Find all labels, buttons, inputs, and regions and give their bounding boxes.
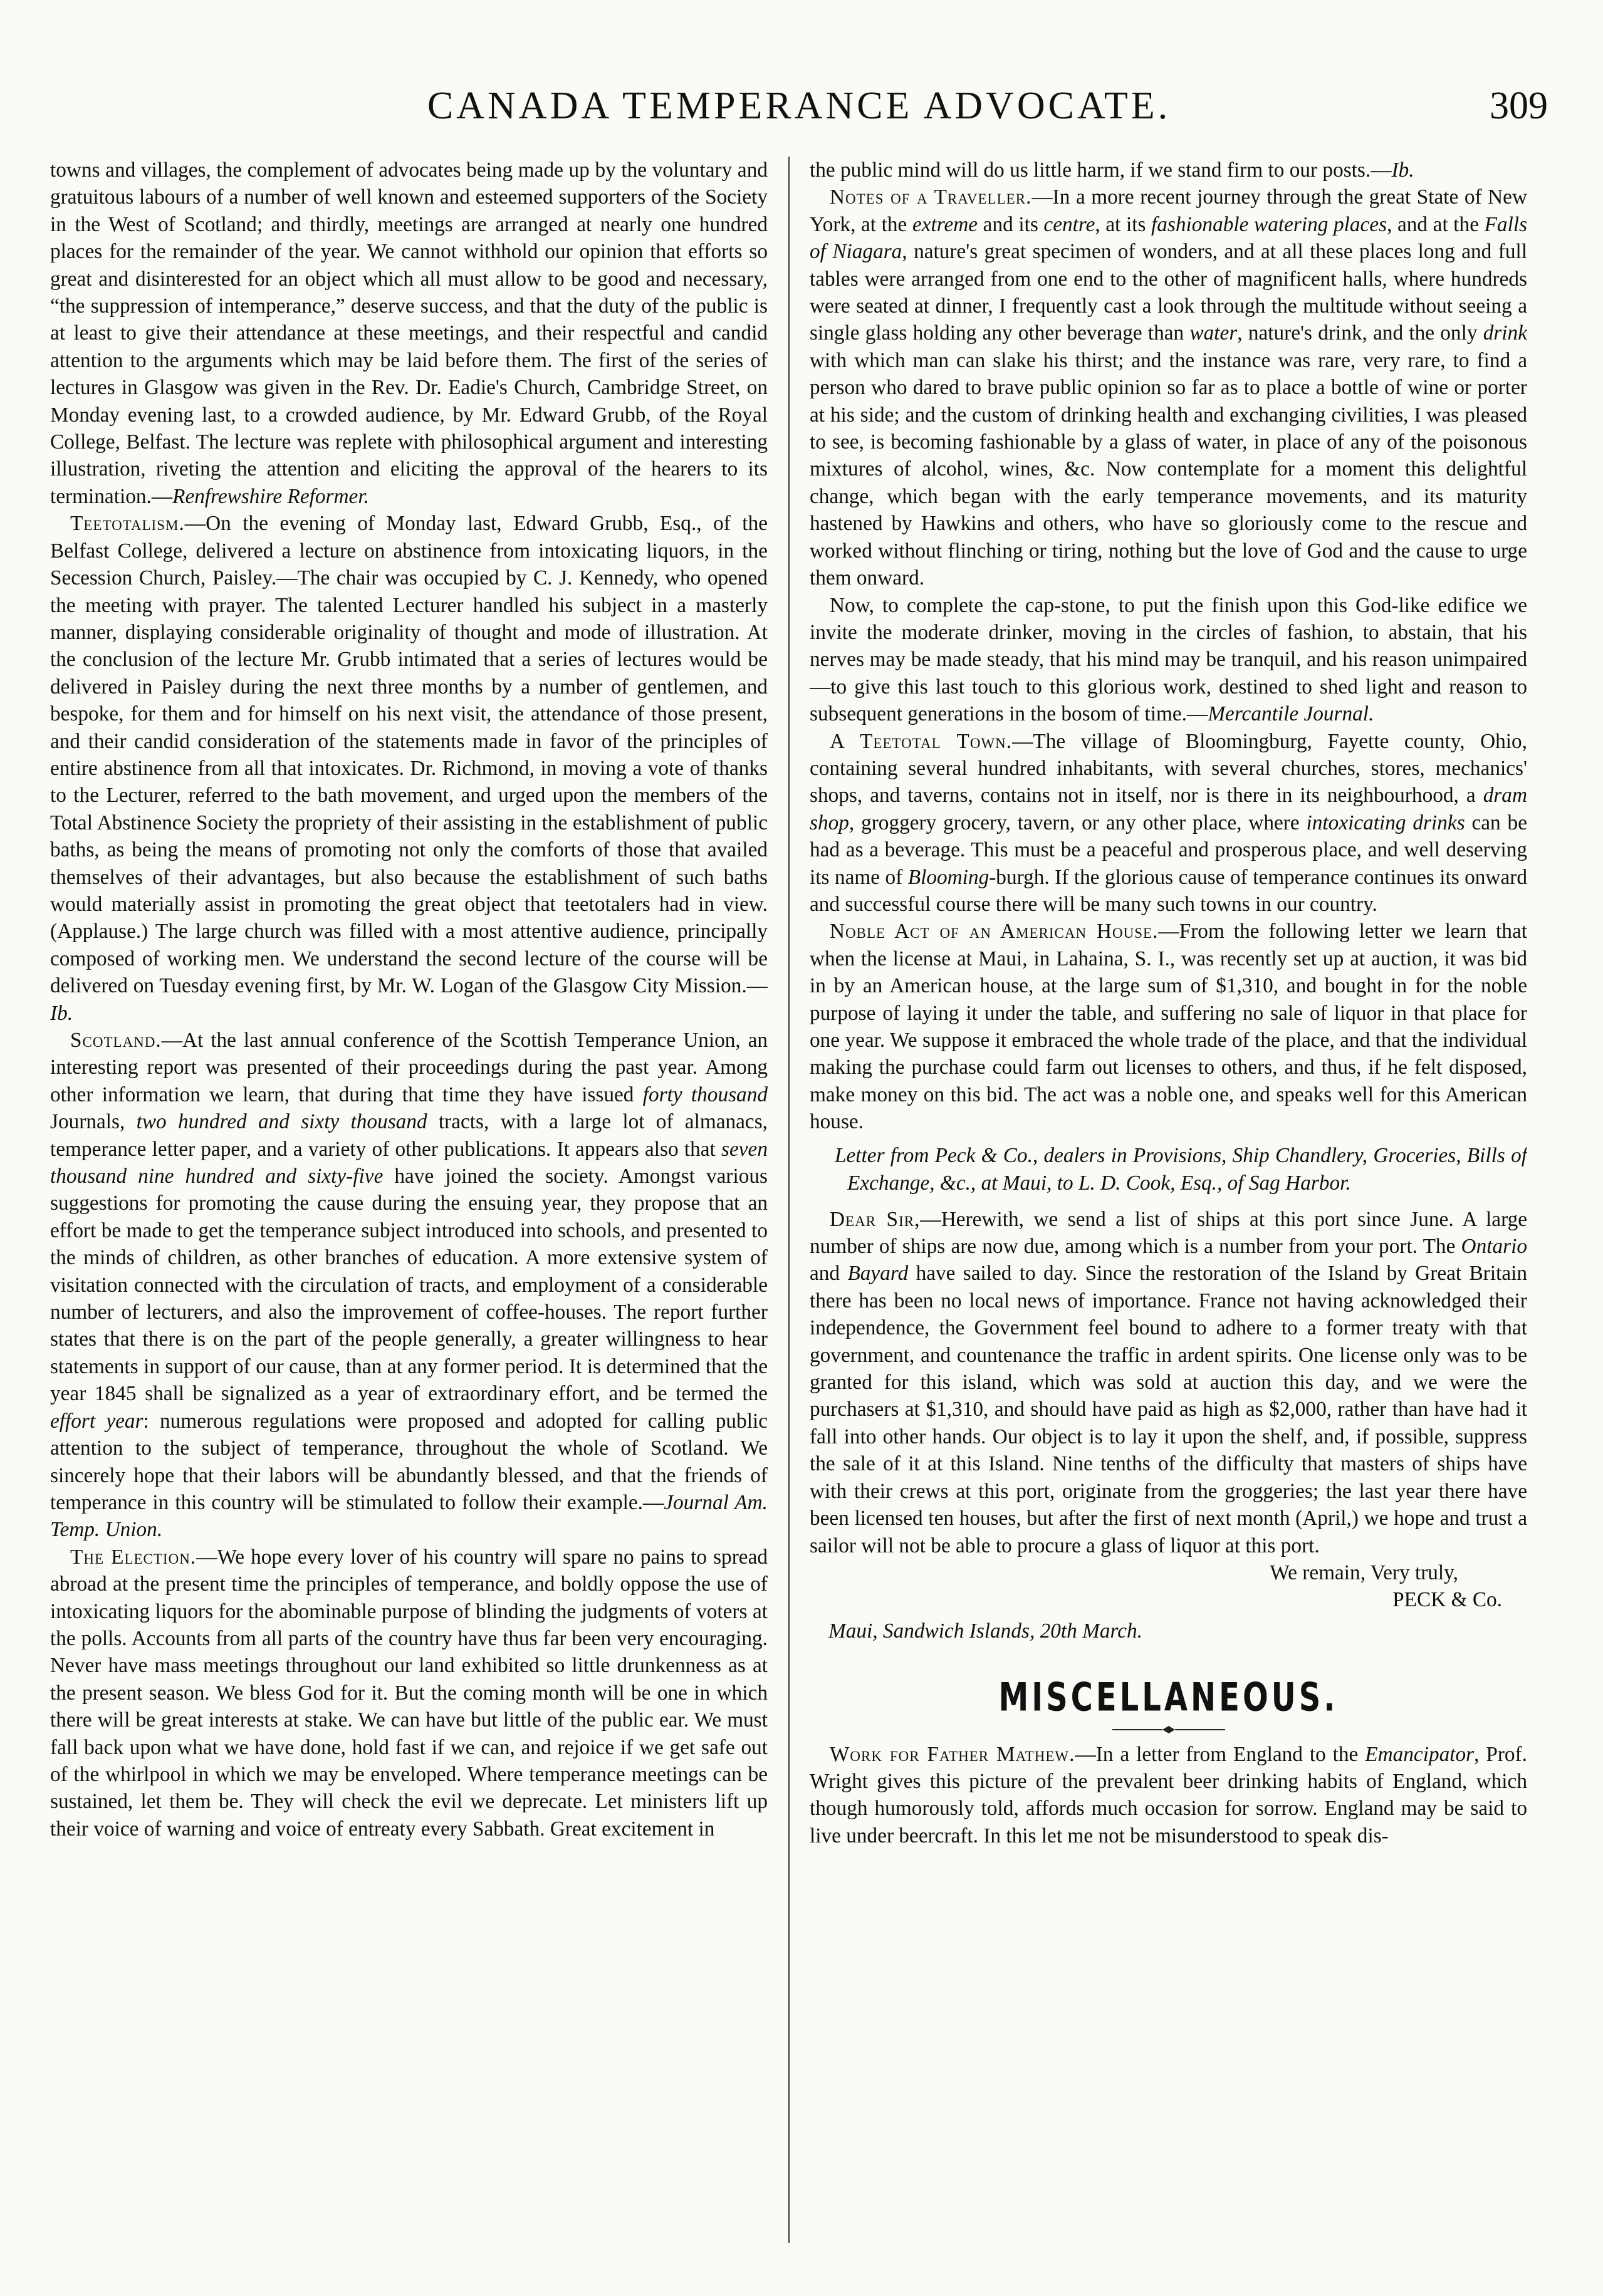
- paragraph-text: -burgh. If the glorious cause of temperance continues its onward and successful course there will be many such towns in our country.: [810, 865, 1527, 916]
- article-lead: Notes of a Traveller.: [830, 185, 1032, 209]
- paragraph-text: , at its: [1095, 212, 1152, 236]
- article-continuation: [810, 157, 1527, 184]
- source-citation: Ib.: [50, 1001, 73, 1025]
- emphasis: fashionable watering places: [1151, 212, 1387, 236]
- letter-heading: Letter from Peck & Co., dealers in Provisions, Ship Chandlery, Groceries, Bills of Exchange, &c., at Maui, to L. D. Cook, Esq., of Sag Harbor.: [835, 1143, 1527, 1195]
- article-lead: Scotland.: [70, 1029, 162, 1052]
- paragraph-text: Journals,: [50, 1110, 137, 1134]
- paragraph-text: , nature's great specimen of wonders, and at all these places long and full tables were arranged from one end to the other of magnificent halls, where hundreds were seated at dinner, I frequently cast a look through the multitude without seeing a single glass holding any other beverage than: [810, 240, 1527, 345]
- letter-signature: PECK & Co.: [1392, 1588, 1502, 1612]
- paragraph-text: —In a letter from England to the: [1075, 1742, 1365, 1766]
- paragraph-text: the public mind will do us little harm, if we stand firm to our posts.—: [810, 158, 1392, 182]
- emphasis: drink: [1483, 321, 1527, 345]
- place-date-text: Maui, Sandwich Islands, 20th March.: [828, 1619, 1142, 1643]
- letter-body: [810, 1206, 1527, 1559]
- paragraph-text: —At the last annual conference of the Scottish Temperance Union, an interesting report was presented of their proceedings during the past year. Among other information we learn, that during that time they have issued: [50, 1029, 768, 1106]
- article-noble-act: [810, 918, 1527, 1135]
- paragraph-text: —Herewith, we send a list of ships at this port since June. A large number of ships are now due, among which is a number from your port. The: [810, 1207, 1527, 1259]
- paragraph-text: —The village of Bloomingburg, Fayette county, Ohio, containing several hundred inhabitants, with several churches, stores, mechanics' shops, and taverns, contains not in itself, nor is there in its neighbourhood, a: [810, 729, 1527, 808]
- emphasis: effort year: [50, 1409, 144, 1433]
- emphasis: centre: [1043, 212, 1095, 236]
- paragraph-text: , nature's drink, and the only: [1237, 321, 1483, 345]
- letter-place-date: [810, 1618, 1527, 1644]
- letter-closing: We remain, Very truly,: [1270, 1561, 1458, 1584]
- column-divider: [788, 157, 790, 2243]
- emphasis: Emancipator: [1365, 1742, 1475, 1766]
- article-election: [50, 1544, 768, 1842]
- article-lead: A Teetotal Town.: [830, 729, 1013, 753]
- emphasis: seven thousand nine hundred and sixty-five: [50, 1137, 768, 1188]
- newspaper-page: [50, 75, 1548, 2249]
- paragraph-text: Now, to complete the cap-stone, to put the finish upon this God-like edifice we invite the moderate drinker, moving in the circles of fashion, to abstain, that his nerves may be made steady, that his mind may be tranquil, and his reason unimpaired—to give this last touch to this glorious work, destined to shed light and reason to subsequent generations in the bosom of time.—: [810, 593, 1527, 726]
- article-paragraph: [50, 157, 768, 510]
- right-column: [810, 157, 1527, 2243]
- paragraph-text: and its: [978, 212, 1044, 236]
- article-lead: The Election.: [70, 1545, 197, 1569]
- source-citation: Mercantile Journal.: [1208, 702, 1374, 726]
- ornament-rule-icon: [1106, 1723, 1231, 1736]
- article-notes-traveller: [810, 184, 1527, 591]
- paragraph-text: with which man can slake his thirst; and the instance was rare, very rare, to find a person who dared to brave public opinion so far as to place a bottle of wine or porter at his side; and the custom of drinking health and exchanging civilities, I was pleased to see, is becoming fashionable by a glass of water, in place of any of the poisonous mixtures of alcohol, wines, &c. Now contemplate for a moment this delightful change, which began with the early temperance movements, and its maturity hastened by Hawkins and others, who have so gloriously come to the rescue and worked without flinching or tiring, nothing but the love of God and the cause to urge them onward.: [810, 348, 1527, 590]
- paragraph-text: , groggery grocery, tavern, or any other place, where: [848, 811, 1307, 834]
- emphasis: water: [1189, 321, 1238, 345]
- paragraph-text: —We hope every lover of his country will spare no pains to spread abroad at the present time the principles of temperance, and boldly oppose the use of intoxicating liquors for the abominable purpose of blinding the judgments of voters at the polls. Accounts from all parts of the country have thus far been very encouraging. Never have mass meetings throughout our land exhibited so little drunkenness as at the present season. We bless God for it. But the coming month will be one in which there will be great interests at stake. We can have but little of the public ear. We must fall back upon what we have done, hold fast if we can, and rejoice if we get safe out of the whirlpool in which we may be enveloped. Where temperance meetings can be sustained, let them be. They will check the evil we deprecate. Let ministers lift up their voice of warning and voice of entreaty every Sabbath. Great excitement in: [50, 1545, 768, 1841]
- article-father-mathew: [810, 1741, 1527, 1850]
- ship-name: Ontario: [1461, 1235, 1527, 1259]
- paragraph-text: have joined the society. Amongst various suggestions for promoting the cause during the ensuing year, they propose that an effort be made to get the temperance subject introduced into schools, and presented to the minds of children, as other branches of education. A more extensive system of visitation connected with the circulation of tracts, and employment of a considerable number of lecturers, and also the improvement of coffee-houses. The report further states that there is on the part of the people generally, a greater willingness to hear statements in support of our cause, than at any former period. It is determined that the year 1845 shall be signalized as a year of extraordinary effort, and be termed the: [50, 1165, 768, 1406]
- emphasis: Blooming: [907, 865, 989, 889]
- emphasis: extreme: [912, 212, 978, 236]
- section-ornament: [810, 1723, 1527, 1736]
- section-title: MISCELLANEOUS.: [998, 1675, 1339, 1721]
- paragraph-text: towns and villages, the complement of advocates being made up by the voluntary and gratuitous labours of a number of well known and esteemed supporters of the Society in the West of Scotland; and thirdly, meetings are arranged at nearly one hundred places for the remainder of the year. We cannot withhold our opinion that efforts so great and disinterested for an object which all must allow to be good and necessary, “the suppression of intemperance,” deserve success, and that the duty of the public is at least to give their attendance at these meetings, and their respectful and candid attention to the arguments which may be laid before them. The first of the series of lectures in Glasgow was given in the Rev. Dr. Eadie's Church, Cambridge Street, on Monday evening last, to a crowded audience, by Mr. Edward Grubb, of the Royal College, Belfast. The lecture was replete with philosophical argument and interesting illustration, riveting the attention and eliciting the approval of the hearers to its termination.—: [50, 158, 768, 508]
- paragraph-text: : numerous regulations were proposed and adopted for calling public attention to the subject of temperance, throughout the whole of Scotland. We sincerely hope that their labors will be abundantly blessed, and that the friends of temperance in this country will be stimulated to follow their example.—: [50, 1409, 768, 1514]
- article-scotland: [50, 1027, 768, 1544]
- article-lead: Work for Father Mathew.: [830, 1742, 1075, 1766]
- article-paragraph: [810, 592, 1527, 728]
- text-columns: [50, 157, 1548, 2243]
- emphasis: forty thousand: [642, 1083, 768, 1106]
- ship-name: Bayard: [847, 1262, 909, 1286]
- paragraph-text: have sailed to day. Since the restoration of the Island by Great Britain there has been no local news of importance. France not having acknowledged their independence, the Government feel bound to adhere to a former treaty with that government, and countenance the traffic in ardent spirits. One license only was to be granted for this island, which was sold at auction this day, and we were the purchasers at $1,310, and should have paid as high as $2,000, rather than have had it fall into other hands. Our object is to lay it upon the shelf, and, if possible, suppress the sale of it at this Island. Nine tenths of the difficulty that masters of ships have with their crews at this port, originate from the groggeries; the last year there have been licensed ten houses, but after the first of next month (April,) we hope and trust a sailor will not be able to procure a glass of liquor at this port.: [810, 1262, 1527, 1557]
- letter-salutation: Dear Sir,: [830, 1207, 921, 1231]
- paragraph-text: and: [810, 1262, 848, 1286]
- emphasis: two hundred and sixty thousand: [136, 1110, 427, 1134]
- paragraph-text: —In a more recent journey through the great State of New York, at the: [810, 185, 1527, 236]
- page-title: CANADA TEMPERANCE ADVOCATE.: [427, 85, 1171, 127]
- page-header: [50, 75, 1548, 144]
- paragraph-text: can be had as a beverage. This must be a peaceful and prosperous place, and well deserving its name of: [810, 811, 1527, 889]
- emphasis: dram shop: [810, 784, 1527, 834]
- paragraph-text: , and at the: [1387, 212, 1485, 236]
- emphasis: Falls of Niagara: [810, 212, 1527, 264]
- paragraph-text: —On the evening of Monday last, Edward Grubb, Esq., of the Belfast College, delivered a lecture on abstinence from intoxicating liquors, in the Secession Church, Paisley.—The chair was occupied by C. J. Kennedy, who opened the meeting with prayer. The talented Lecturer handled his subject in a masterly manner, displaying considerable originality of thought and mode of illustration. At the conclusion of the lecture Mr. Grubb intimated that a series of lectures would be delivered in Paisley during the next three months by a number of gentlemen, and bespoke, for them and for himself on his next visit, the attendance of those present, and their candid consideration of the statements made in favor of the principles of entire abstinence from all that intoxicates. Dr. Richmond, in moving a vote of thanks to the Lecturer, referred to the bath movement, and urged upon the members of the Total Abstinence Society the propriety of their assisting in the establishment of public baths, as being the means of promoting not only the comforts of those that availed themselves of their advantages, but also because the establishment of such baths would materially assist in promoting the great object that teetotalers had in view. (Applause.) The large church was filled with a most attentive audience, principally composed of working men. We understand the second lecture of the course will be delivered on Tuesday evening first, by Mr. W. Logan of the Glasgow City Mission.—: [50, 512, 768, 998]
- article-teetotal-town: [810, 728, 1527, 918]
- source-citation: Ib.: [1391, 158, 1414, 182]
- source-citation: Journal Am. Temp. Union.: [50, 1490, 768, 1542]
- left-column: [50, 157, 768, 2243]
- source-citation: Renfrewshire Reformer.: [172, 484, 369, 508]
- article-lead: Noble Act of an American House.: [830, 920, 1159, 943]
- article-lead: Teetotalism.: [70, 512, 185, 536]
- paragraph-text: , Prof. Wright gives this picture of the prevalent beer drinking habits of England, which though humorously told, affords much occasion for sorrow. England may be said to live under beercraft. In this let me not be misunderstood to speak dis-: [810, 1742, 1527, 1847]
- article-teetotalism: [50, 510, 768, 1027]
- paragraph-text: tracts, with a large lot of almanacs, temperance letter paper, and a variety of other publications. It appears also that: [50, 1110, 768, 1161]
- emphasis: intoxicating drinks: [1306, 811, 1465, 834]
- page-number: 309: [1490, 85, 1548, 127]
- paragraph-text: —From the following letter we learn that when the license at Maui, in Lahaina, S. I., was recently set up at auction, it was bid in by an American house, at the large sum of $1,310, and bought in for the noble purpose of laying it under the table, and suffering no sale of liquor in that place for one year. We suppose it embraced the whole trade of the place, and that the individual making the purchase could farm out licenses to others, and thus, if he felt disposed, make money on this bid. The act was a noble one, and speaks well for this American house.: [810, 920, 1527, 1134]
